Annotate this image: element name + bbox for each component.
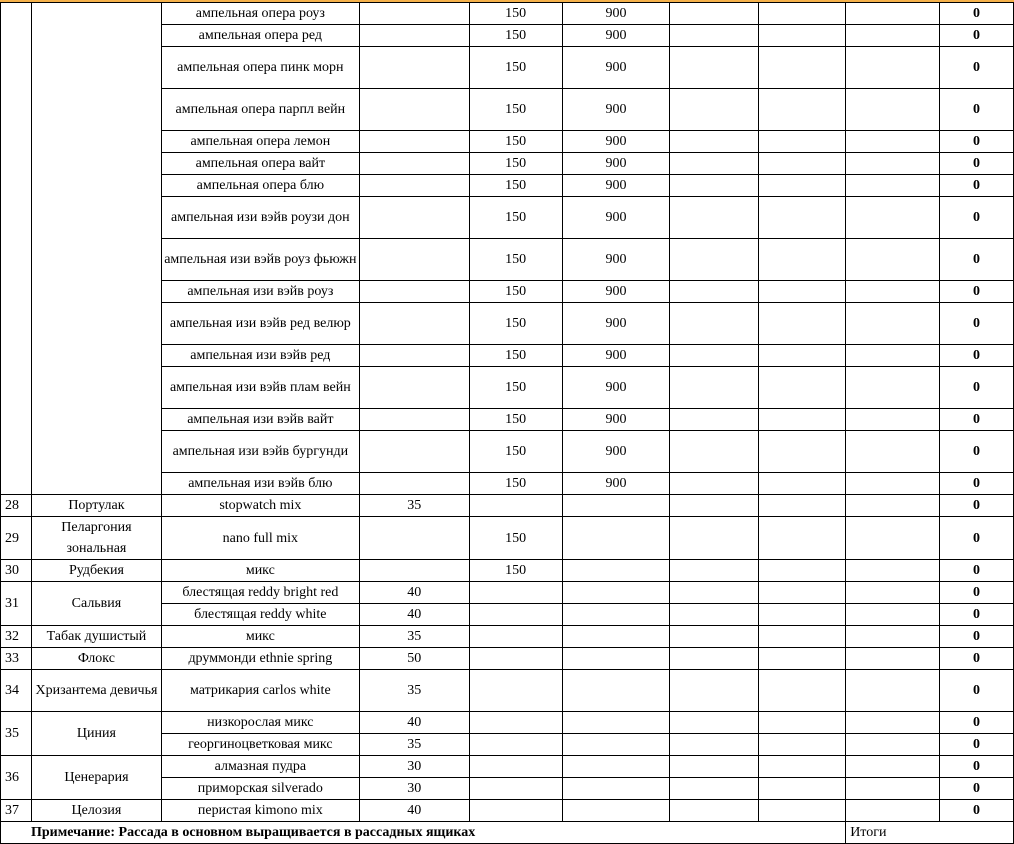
value-cell-col4[interactable] [359,517,469,560]
variety-cell[interactable]: друммонди ethnie spring [161,648,359,670]
value-cell-col8[interactable] [759,712,846,734]
value-cell-col4[interactable] [359,3,469,25]
value-cell-col4[interactable] [359,431,469,473]
total-cell[interactable]: 0 [940,303,1014,345]
total-cell[interactable]: 0 [940,778,1014,800]
total-cell[interactable]: 0 [940,131,1014,153]
value-cell-col4[interactable] [359,175,469,197]
total-cell[interactable]: 0 [940,670,1014,712]
row-number-cell[interactable]: 33 [1,648,32,670]
variety-cell[interactable]: ампельная изи вэйв бургунди [161,431,359,473]
value-cell-col4[interactable]: 35 [359,626,469,648]
total-cell[interactable]: 0 [940,153,1014,175]
value-cell-col4[interactable] [359,409,469,431]
value-cell-col9[interactable] [846,281,940,303]
variety-cell[interactable]: ампельная опера парпл вейн [161,89,359,131]
value-cell-col9[interactable] [846,648,940,670]
total-cell[interactable]: 0 [940,367,1014,409]
variety-cell[interactable]: ампельная изи вэйв ред [161,345,359,367]
table-row [1,800,1014,822]
value-cell-col5[interactable]: 150 [469,153,562,175]
variety-cell[interactable]: stopwatch mix [161,495,359,517]
plant-name-cell[interactable] [31,3,161,495]
value-cell-col6[interactable]: 900 [562,345,670,367]
table-row [1,517,1014,560]
total-cell[interactable]: 0 [940,517,1014,560]
value-cell-col6[interactable]: 900 [562,47,670,89]
value-cell-col4[interactable] [359,239,469,281]
value-cell-col6[interactable]: 900 [562,197,670,239]
value-cell-col7[interactable] [670,3,759,25]
value-cell-col9[interactable] [846,560,940,582]
value-cell-col7[interactable] [670,409,759,431]
value-cell-col5[interactable] [469,734,562,756]
value-cell-col4[interactable] [359,47,469,89]
value-cell-col4[interactable] [359,197,469,239]
value-cell-col6[interactable] [562,670,670,712]
value-cell-col8[interactable] [759,473,846,495]
value-cell-col5[interactable]: 150 [469,239,562,281]
plant-name-cell[interactable]: Табак душистый [31,626,161,648]
value-cell-col5[interactable] [469,778,562,800]
variety-cell[interactable]: ампельная изи вэйв плам вейн [161,367,359,409]
value-cell-col9[interactable] [846,409,940,431]
value-cell-col7[interactable] [670,367,759,409]
value-cell-col9[interactable] [846,47,940,89]
value-cell-col8[interactable] [759,89,846,131]
value-cell-col8[interactable] [759,670,846,712]
value-cell-col6[interactable]: 900 [562,473,670,495]
value-cell-col9[interactable] [846,89,940,131]
value-cell-col5[interactable] [469,604,562,626]
value-cell-col5[interactable]: 150 [469,517,562,560]
value-cell-col6[interactable] [562,582,670,604]
value-cell-col5[interactable]: 150 [469,25,562,47]
value-cell-col5[interactable]: 150 [469,409,562,431]
value-cell-col4[interactable]: 40 [359,712,469,734]
value-cell-col8[interactable] [759,3,846,25]
variety-cell[interactable]: ампельная изи вэйв блю [161,473,359,495]
value-cell-col6[interactable] [562,734,670,756]
total-cell[interactable]: 0 [940,281,1014,303]
value-cell-col6[interactable]: 900 [562,89,670,131]
value-cell-col4[interactable] [359,25,469,47]
value-cell-col4[interactable]: 35 [359,495,469,517]
total-cell[interactable]: 0 [940,648,1014,670]
value-cell-col9[interactable] [846,239,940,281]
value-cell-col6[interactable] [562,712,670,734]
value-cell-col7[interactable] [670,626,759,648]
value-cell-col6[interactable] [562,495,670,517]
value-cell-col6[interactable] [562,560,670,582]
value-cell-col7[interactable] [670,517,759,560]
value-cell-col7[interactable] [670,734,759,756]
value-cell-col9[interactable] [846,197,940,239]
value-cell-col6[interactable]: 900 [562,431,670,473]
value-cell-col8[interactable] [759,197,846,239]
plant-name-cell[interactable]: Сальвия [31,582,161,626]
value-cell-col5[interactable] [469,648,562,670]
total-cell[interactable]: 0 [940,604,1014,626]
value-cell-col8[interactable] [759,626,846,648]
value-cell-col4[interactable]: 50 [359,648,469,670]
value-cell-col9[interactable] [846,3,940,25]
value-cell-col5[interactable]: 150 [469,367,562,409]
variety-cell[interactable]: перистая kimono mix [161,800,359,822]
value-cell-col9[interactable] [846,131,940,153]
value-cell-col8[interactable] [759,367,846,409]
total-cell[interactable]: 0 [940,495,1014,517]
total-cell[interactable]: 0 [940,345,1014,367]
table-row [1,495,1014,517]
value-cell-col7[interactable] [670,670,759,712]
total-cell[interactable]: 0 [940,409,1014,431]
value-cell-col4[interactable]: 30 [359,756,469,778]
total-cell[interactable]: 0 [940,25,1014,47]
total-cell[interactable]: 0 [940,89,1014,131]
value-cell-col6[interactable] [562,517,670,560]
value-cell-col5[interactable]: 150 [469,473,562,495]
row-number-cell[interactable]: 30 [1,560,32,582]
value-cell-col7[interactable] [670,431,759,473]
total-cell[interactable]: 0 [940,197,1014,239]
plant-name-cell[interactable]: Целозия [31,800,161,822]
row-number-cell[interactable] [1,3,32,495]
variety-cell[interactable]: блестящая reddy bright red [161,582,359,604]
value-cell-col7[interactable] [670,89,759,131]
value-cell-col5[interactable]: 150 [469,303,562,345]
value-cell-col7[interactable] [670,175,759,197]
variety-cell[interactable]: матрикария carlos white [161,670,359,712]
variety-cell[interactable]: ампельная изи вэйв роузи дон [161,197,359,239]
variety-cell[interactable]: nano full mix [161,517,359,560]
total-cell[interactable]: 0 [940,734,1014,756]
variety-cell[interactable]: блестящая reddy white [161,604,359,626]
row-number-cell[interactable]: 34 [1,670,32,712]
value-cell-col9[interactable] [846,756,940,778]
value-cell-col6[interactable] [562,604,670,626]
value-cell-col4[interactable]: 40 [359,604,469,626]
value-cell-col9[interactable] [846,175,940,197]
row-number-cell[interactable]: 28 [1,495,32,517]
value-cell-col4[interactable]: 40 [359,800,469,822]
value-cell-col7[interactable] [670,153,759,175]
footer-row [1,822,1014,844]
total-cell[interactable]: 0 [940,756,1014,778]
value-cell-col8[interactable] [759,153,846,175]
variety-cell[interactable]: ампельная изи вэйв роуз фьюжн [161,239,359,281]
table-row [1,582,1014,604]
value-cell-col8[interactable] [759,560,846,582]
value-cell-col5[interactable] [469,670,562,712]
variety-cell[interactable]: ампельная опера вайт [161,153,359,175]
value-cell-col8[interactable] [759,281,846,303]
value-cell-col8[interactable] [759,303,846,345]
value-cell-col8[interactable] [759,734,846,756]
value-cell-col9[interactable] [846,517,940,560]
table-row [1,3,1014,25]
value-cell-col9[interactable] [846,303,940,345]
plant-name-cell[interactable]: Портулак [31,495,161,517]
value-cell-col9[interactable] [846,626,940,648]
variety-cell[interactable]: ампельная изи вэйв вайт [161,409,359,431]
total-cell[interactable]: 0 [940,47,1014,89]
value-cell-col7[interactable] [670,239,759,281]
value-cell-col9[interactable] [846,153,940,175]
variety-cell[interactable]: ампельная опера лемон [161,131,359,153]
variety-cell[interactable]: ампельная опера роуз [161,3,359,25]
table-row [1,712,1014,734]
table-row [1,626,1014,648]
value-cell-col9[interactable] [846,734,940,756]
value-cell-col7[interactable] [670,778,759,800]
variety-cell[interactable]: ампельная опера блю [161,175,359,197]
variety-cell[interactable]: ампельная опера ред [161,25,359,47]
row-number-cell[interactable]: 31 [1,582,32,626]
value-cell-col5[interactable]: 150 [469,47,562,89]
value-cell-col6[interactable]: 900 [562,25,670,47]
value-cell-col9[interactable] [846,495,940,517]
value-cell-col4[interactable]: 35 [359,734,469,756]
value-cell-col5[interactable] [469,582,562,604]
variety-cell[interactable]: ампельная опера пинк морн [161,47,359,89]
plant-name-cell[interactable]: Хризантема девичья [31,670,161,712]
value-cell-col9[interactable] [846,431,940,473]
table-row [1,756,1014,778]
value-cell-col6[interactable] [562,756,670,778]
value-cell-col7[interactable] [670,648,759,670]
variety-cell[interactable]: низкорослая микс [161,712,359,734]
value-cell-col7[interactable] [670,473,759,495]
value-cell-col7[interactable] [670,712,759,734]
row-number-cell[interactable]: 36 [1,756,32,800]
value-cell-col7[interactable] [670,604,759,626]
table-row [1,670,1014,712]
value-cell-col6[interactable]: 900 [562,239,670,281]
value-cell-col9[interactable] [846,582,940,604]
value-cell-col9[interactable] [846,712,940,734]
value-cell-col7[interactable] [670,800,759,822]
footer-note[interactable]: Примечание: Рассада в основном выращивается в рассадных ящиках [1,822,846,844]
value-cell-col9[interactable] [846,473,940,495]
total-cell[interactable]: 0 [940,239,1014,281]
value-cell-col4[interactable]: 40 [359,582,469,604]
value-cell-col8[interactable] [759,131,846,153]
row-number-cell[interactable]: 29 [1,517,32,560]
value-cell-col7[interactable] [670,495,759,517]
value-cell-col8[interactable] [759,756,846,778]
value-cell-col7[interactable] [670,47,759,89]
value-cell-col8[interactable] [759,25,846,47]
value-cell-col6[interactable] [562,800,670,822]
value-cell-col5[interactable] [469,495,562,517]
total-cell[interactable]: 0 [940,582,1014,604]
value-cell-col5[interactable] [469,756,562,778]
value-cell-col6[interactable] [562,626,670,648]
value-cell-col9[interactable] [846,25,940,47]
value-cell-col5[interactable]: 150 [469,560,562,582]
value-cell-col5[interactable]: 150 [469,197,562,239]
value-cell-col8[interactable] [759,47,846,89]
value-cell-col8[interactable] [759,517,846,560]
value-cell-col5[interactable]: 150 [469,3,562,25]
value-cell-col7[interactable] [670,131,759,153]
variety-cell[interactable]: приморская silverado [161,778,359,800]
value-cell-col9[interactable] [846,345,940,367]
value-cell-col8[interactable] [759,582,846,604]
value-cell-col6[interactable]: 900 [562,3,670,25]
value-cell-col8[interactable] [759,495,846,517]
row-number-cell[interactable]: 37 [1,800,32,822]
value-cell-col7[interactable] [670,197,759,239]
value-cell-col8[interactable] [759,604,846,626]
value-cell-col4[interactable] [359,153,469,175]
value-cell-col8[interactable] [759,239,846,281]
value-cell-col9[interactable] [846,367,940,409]
value-cell-col5[interactable]: 150 [469,345,562,367]
value-cell-col5[interactable] [469,800,562,822]
variety-cell[interactable]: микс [161,626,359,648]
total-cell[interactable]: 0 [940,473,1014,495]
value-cell-col8[interactable] [759,409,846,431]
value-cell-col8[interactable] [759,648,846,670]
variety-cell[interactable]: алмазная пудра [161,756,359,778]
value-cell-col5[interactable]: 150 [469,431,562,473]
value-cell-col4[interactable]: 35 [359,670,469,712]
row-number-cell[interactable]: 35 [1,712,32,756]
total-cell[interactable]: 0 [940,3,1014,25]
value-cell-col4[interactable] [359,281,469,303]
value-cell-col4[interactable] [359,345,469,367]
value-cell-col6[interactable]: 900 [562,153,670,175]
total-cell[interactable]: 0 [940,175,1014,197]
plant-name-cell[interactable]: Циния [31,712,161,756]
variety-cell[interactable]: ампельная изи вэйв роуз [161,281,359,303]
value-cell-col6[interactable]: 900 [562,175,670,197]
totals-label[interactable]: Итоги [846,822,1014,844]
value-cell-col4[interactable] [359,89,469,131]
value-cell-col6[interactable]: 900 [562,409,670,431]
total-cell[interactable]: 0 [940,712,1014,734]
value-cell-col7[interactable] [670,756,759,778]
value-cell-col5[interactable]: 150 [469,175,562,197]
value-cell-col9[interactable] [846,778,940,800]
value-cell-col7[interactable] [670,345,759,367]
value-cell-col5[interactable]: 150 [469,281,562,303]
value-cell-col9[interactable] [846,670,940,712]
value-cell-col5[interactable] [469,712,562,734]
value-cell-col7[interactable] [670,303,759,345]
plant-name-cell[interactable]: Рудбекия [31,560,161,582]
value-cell-col4[interactable] [359,473,469,495]
table-row [1,648,1014,670]
value-cell-col8[interactable] [759,778,846,800]
value-cell-col4[interactable]: 30 [359,778,469,800]
value-cell-col6[interactable]: 900 [562,303,670,345]
variety-cell[interactable]: микс [161,560,359,582]
value-cell-col9[interactable] [846,604,940,626]
value-cell-col6[interactable]: 900 [562,131,670,153]
value-cell-col8[interactable] [759,800,846,822]
total-cell[interactable]: 0 [940,431,1014,473]
value-cell-col5[interactable]: 150 [469,131,562,153]
total-cell[interactable]: 0 [940,800,1014,822]
value-cell-col8[interactable] [759,345,846,367]
total-cell[interactable]: 0 [940,626,1014,648]
value-cell-col9[interactable] [846,800,940,822]
value-cell-col7[interactable] [670,281,759,303]
value-cell-col4[interactable] [359,560,469,582]
value-cell-col5[interactable]: 150 [469,89,562,131]
value-cell-col8[interactable] [759,175,846,197]
value-cell-col7[interactable] [670,25,759,47]
value-cell-col4[interactable] [359,131,469,153]
row-number-cell[interactable]: 32 [1,626,32,648]
value-cell-col6[interactable]: 900 [562,367,670,409]
value-cell-col5[interactable] [469,626,562,648]
plant-name-cell[interactable]: Пеларгония зональная [31,517,161,560]
value-cell-col4[interactable] [359,367,469,409]
plant-name-cell[interactable]: Ценерария [31,756,161,800]
value-cell-col7[interactable] [670,582,759,604]
variety-cell[interactable]: ампельная изи вэйв ред велюр [161,303,359,345]
value-cell-col6[interactable]: 900 [562,281,670,303]
value-cell-col6[interactable] [562,778,670,800]
value-cell-col7[interactable] [670,560,759,582]
spreadsheet-table [0,2,1014,844]
value-cell-col4[interactable] [359,303,469,345]
value-cell-col8[interactable] [759,431,846,473]
total-cell[interactable]: 0 [940,560,1014,582]
value-cell-col6[interactable] [562,648,670,670]
variety-cell[interactable]: георгиноцветковая микс [161,734,359,756]
plant-name-cell[interactable]: Флокс [31,648,161,670]
table-row [1,560,1014,582]
